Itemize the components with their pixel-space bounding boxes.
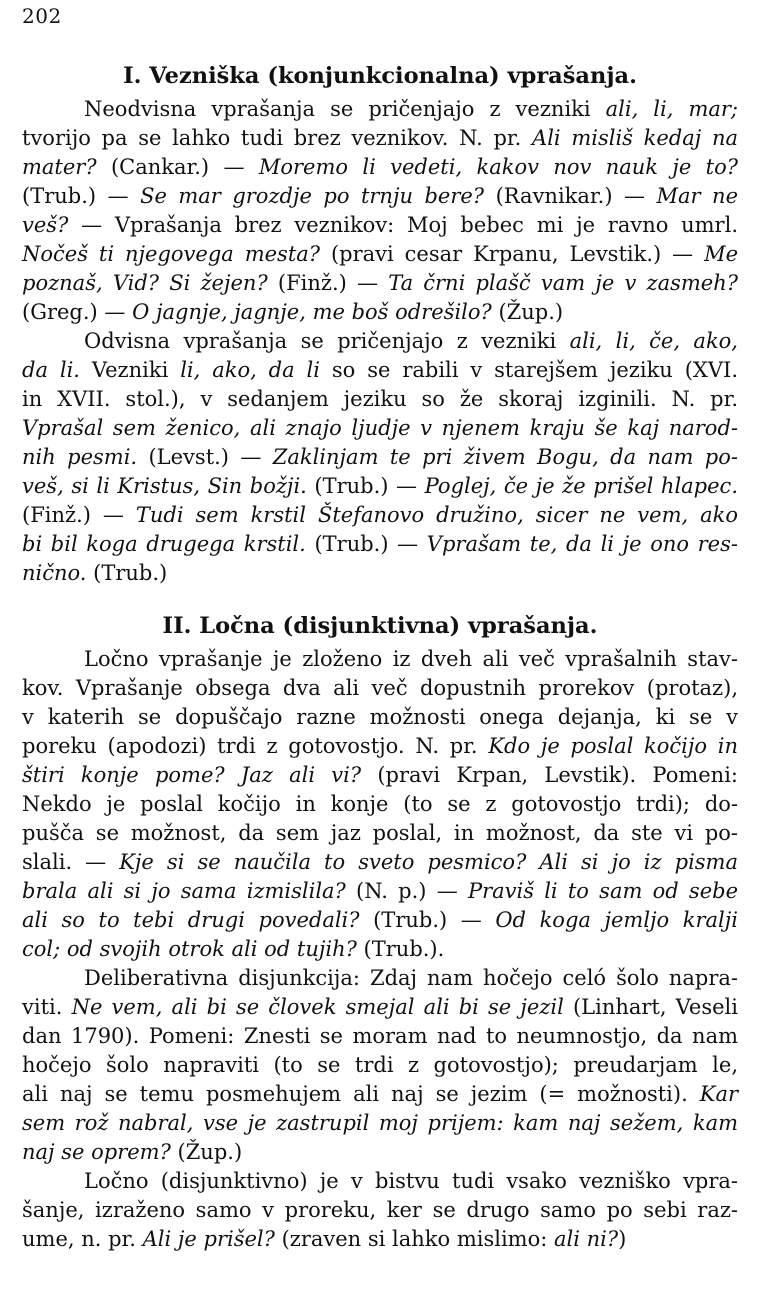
text-line: veš? — Vprašanja brez veznikov: Moj bebec mi je ravno umrl. — [22, 213, 738, 237]
text-line: ali so to tebi drugi povedali? (Trub.) — Od koga jemljo kralji — [22, 908, 738, 932]
text-line: Odvisna vprašanja se pričenjajo z vezniki ali, li, če, ako, — [84, 329, 738, 353]
text-line: slali. — Kje si se naučila to sveto pesmico? Ali si jo iz pisma — [22, 850, 738, 874]
text-line: nično. (Trub.) — [22, 561, 168, 585]
text-line: Nočeš ti njegovega mesta? (pravi cesar Krpanu, Levstik.) — Me — [22, 242, 738, 266]
text-line: (Finž.) — Tudi sem krstil Štefanovo družino, sicer ne vem, ako — [22, 503, 738, 527]
text-line: ali naj se temu posmehujem ali naj se jezim (= možnosti). Kar — [22, 1082, 738, 1106]
text-line: šanje, izraženo samo v proreku, ker se drugo samo po sebi raz- — [22, 1198, 738, 1222]
text-line: v katerih se dopuščajo razne možnosti onega dejanja, ki se v — [22, 705, 738, 729]
text-line: poreku (apodozi) trdi z gotovostjo. N. pr. Kdo je poslal kočijo in — [22, 734, 738, 758]
text-line: pušča se možnost, da sem jaz poslal, in možnost, da ste vi po- — [22, 821, 738, 845]
text-line: štiri konje pome? Jaz ali vi? (pravi Krpan, Levstik). Pomeni: — [22, 763, 738, 787]
text-line: (Trub.) — Se mar grozdje po trnju bere? (Ravnikar.) — Mar ne — [22, 184, 739, 208]
text-line: in XVII. stol.), v sedanjem jeziku so že skoraj izginili. N. pr. — [22, 387, 738, 411]
text-line: sem rož nabral, vse je zastrupil moj prijem: kam naj sežem, kam — [22, 1111, 738, 1135]
text-line: poznaš, Vid? Si žejen? (Finž.) — Ta črni plašč vam je v zasmeh? — [22, 271, 738, 295]
text-line: Vprašal sem ženico, ali znajo ljudje v njenem kraju še kaj narod- — [22, 416, 738, 440]
text-line: Ločno (disjunktivno) je v bistvu tudi vsako vezniško vpra- — [84, 1169, 738, 1193]
text-line: Deliberativna disjunkcija: Zdaj nam hočejo celó šolo napra- — [84, 966, 738, 990]
text-line: dan 1790). Pomeni: Znesti se moram nad to neumnostjo, da nam — [22, 1024, 738, 1048]
text-line: hočejo šolo napraviti (to se trdi z gotovostjo); preudarjam le, — [22, 1053, 738, 1077]
text-line: viti. Ne vem, ali bi se človek smejal ali bi se jezil (Linhart, Veseli — [22, 995, 738, 1019]
text-line: ume, n. pr. Ali je prišel? (zraven si lahko mislimo: ali ni?) — [22, 1227, 627, 1251]
text-line: brala ali si jo sama izmislila? (N. p.) — Praviš li to sam od sebe — [22, 879, 738, 903]
text-line: veš, si li Kristus, Sin božji. (Trub.) — Poglej, če je že prišel hlapec. — [22, 474, 738, 498]
text-line: bi bil koga drugega krstil. (Trub.) — Vprašam te, da li je ono res- — [22, 532, 738, 556]
text-line: (Greg.) — O jagnje, jagnje, me boš odrešilo? (Žup.) — [22, 300, 564, 324]
text-line: kov. Vprašanje obsega dva ali več dopustnih prorekov (protaz), — [22, 676, 738, 700]
text-line: da li. Vezniki li, ako, da li so se rabili v starejšem jeziku (XVI. — [22, 358, 739, 382]
text-line: mater? (Cankar.) — Moremo li vedeti, kakov nov nauk je to? — [22, 155, 738, 179]
text-line: Neodvisna vprašanja se pričenjajo z vezniki ali, li, mar; — [84, 97, 738, 121]
text-line: naj se oprem? (Žup.) — [22, 1140, 243, 1164]
section-title: II. Ločna (disjunktivna) vprašanja. — [162, 613, 598, 639]
text-line: nih pesmi. (Levst.) — Zaklinjam te pri živem Bogu, da nam po- — [22, 445, 738, 469]
page-number: 202 — [22, 4, 62, 28]
section-title: I. Vezniška (konjunkcionalna) vprašanja. — [123, 63, 637, 89]
text-line: tvorijo pa se lahko tudi brez veznikov. N. pr. Ali misliš kedaj na — [22, 126, 738, 150]
text-line: col; od svojih otrok ali od tujih? (Trub.). — [22, 937, 445, 961]
text-line: Ločno vprašanje je zloženo iz dveh ali več vprašalnih stav- — [84, 647, 738, 671]
text-line: Nekdo je poslal kočijo in konje (to se z gotovostjo trdi); do- — [22, 792, 738, 816]
